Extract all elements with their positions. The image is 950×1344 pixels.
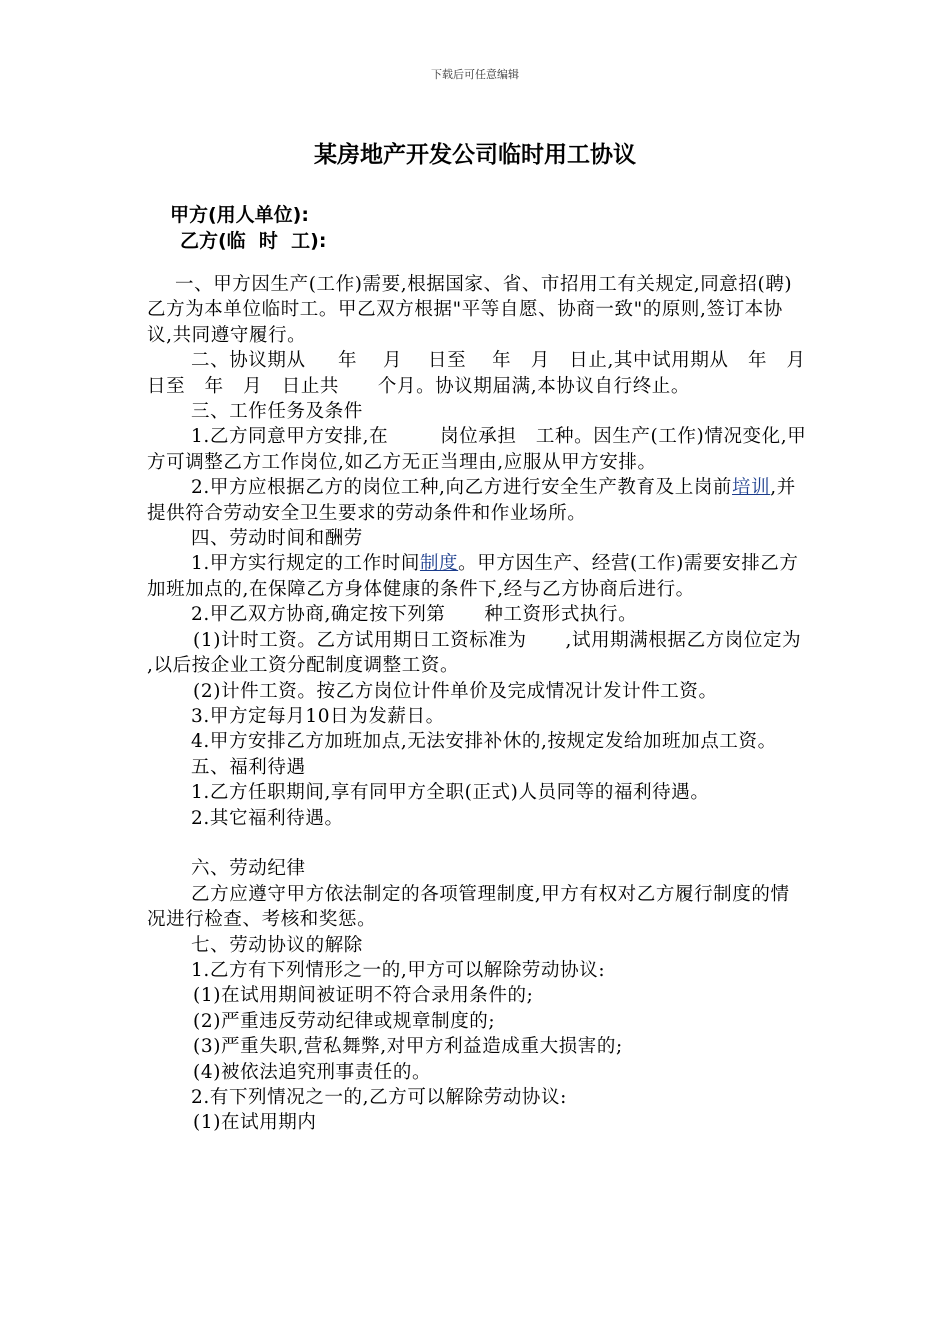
section-5-item-2: 2.其它福利待遇。 [191, 807, 344, 829]
section-3-item-2-text-a: 2.甲方应根据乙方的岗位工种,向乙方进行安全生产教育及上岗前 [191, 477, 733, 499]
header-note: 下载后可任意编辑 [431, 68, 519, 81]
party-b-label: 乙方(临 时 工): [180, 230, 327, 252]
section-4-item-1-text-a: 1.甲方实行规定的工作时间 [191, 553, 420, 575]
section-3-item-2 [147, 475, 807, 526]
section-7-item-1-sub-3: (3)严重失职,营私舞弊,对甲方利益造成重大损害的; [193, 1036, 623, 1058]
section-5-item-1: 1.乙方任职期间,享有同甲方全职(正式)人员同等的福利待遇。 [191, 782, 710, 804]
document-title: 某房地产开发公司临时用工协议 [314, 142, 636, 168]
section-7-item-2-sub-1: (1)在试用期内 [193, 1112, 317, 1134]
training-link[interactable]: 培训 [732, 477, 771, 499]
section-4-item-4: 4.甲方安排乙方加班加点,无法安排补休的,按规定发给加班加点工资。 [191, 731, 777, 753]
section-2-paragraph: 二、协议期从 年 月 日至 年 月 日止,其中试用期从 年 月 日至 年 月 日止共 个月。协议期届满,本协议自行终止。 [147, 350, 826, 397]
party-a-label: 甲方(用人单位): [170, 204, 309, 226]
section-4-item-2-sub-2: (2)计件工资。按乙方岗位计件单价及完成情况计发计件工资。 [193, 680, 718, 702]
section-6-heading: 六、劳动纪律 [191, 858, 306, 880]
section-3-item-1: 1.乙方同意甲方安排,在 岗位承担 工种。因生产(工作)情况变化,甲方可调整乙方工作岗位,如乙方无正当理由,应服从甲方安排。 [147, 426, 807, 473]
section-7-heading: 七、劳动协议的解除 [191, 934, 363, 956]
section-4-item-1-text-b: 。甲方因生产、经营(工作)需要安排乙方加班加点的,在保障乙方身体健康的条件下,经与乙方协商后进行。 [147, 553, 799, 600]
section-3-item-2-text-b: ,并提供符合劳动安全卫生要求的劳动条件和作业场所。 [147, 477, 796, 524]
section-4-heading: 四、劳动时间和酬劳 [191, 528, 363, 550]
section-4-item-1 [147, 551, 807, 602]
section-4-item-3: 3.甲方定每月10日为发薪日。 [191, 705, 445, 727]
section-1-paragraph: 一、甲方因生产(工作)需要,根据国家、省、市招用工有关规定,同意招(聘)乙方为本单位临时工。甲乙双方根据"平等自愿、协商一致"的原则,签订本协议,共同遵守履行。 [147, 274, 793, 346]
section-7-item-1-sub-2: (2)严重违反劳动纪律或规章制度的; [193, 1010, 496, 1032]
agreement-body [147, 272, 834, 1136]
section-7-item-1-sub-4: (4)被依法追究刑事责任的。 [193, 1061, 432, 1083]
section-3-heading: 三、工作任务及条件 [191, 401, 363, 423]
section-4-item-2: 2.甲乙双方协商,确定按下列第 种工资形式执行。 [191, 604, 638, 626]
system-link[interactable]: 制度 [419, 553, 459, 575]
section-5-heading: 五、福利待遇 [191, 756, 306, 778]
section-7-item-2: 2.有下列情况之一的,乙方可以解除劳动协议: [191, 1086, 567, 1108]
section-7-item-1-sub-1: (1)在试用期间被证明不符合录用条件的; [193, 985, 534, 1007]
blank-line [147, 831, 807, 856]
section-4-item-2-sub-1: (1)计时工资。乙方试用期日工资标准为 ,试用期满根据乙方岗位定为 ,以后按企业工资分配制度调整工资。 [147, 629, 834, 677]
section-6-paragraph: 乙方应遵守甲方依法制定的各项管理制度,甲方有权对乙方履行制度的情况进行检查、考核和奖惩。 [147, 883, 790, 931]
section-7-item-1: 1.乙方有下列情形之一的,甲方可以解除劳动协议: [191, 959, 606, 981]
